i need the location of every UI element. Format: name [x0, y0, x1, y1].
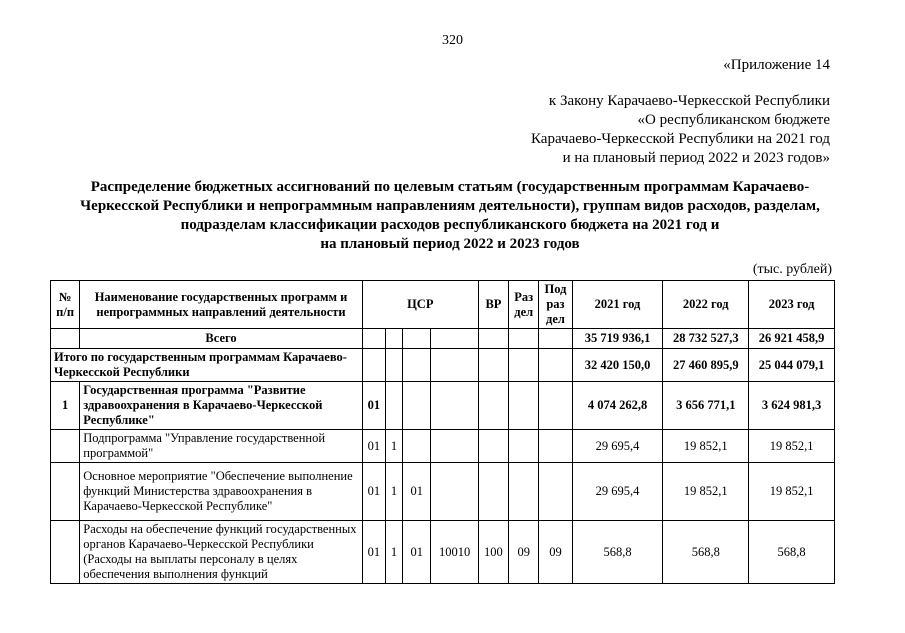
cell-name: Основное мероприятие "Обеспечение выполнение функций Министерства здравоохранения в Карачаево-Черкесской Республике" [80, 463, 363, 521]
cell-csr3 [403, 382, 431, 430]
cell-csr3: 01 [403, 521, 431, 584]
cell-2023: 568,8 [749, 521, 835, 584]
cell-vr [478, 349, 508, 382]
cell-razdel: 09 [509, 521, 539, 584]
cell-2022: 27 460 895,9 [663, 349, 749, 382]
cell-csr3 [403, 430, 431, 463]
title-line: Черкесской Республики и непрограммным направлениям деятельности), группам видов расходов, разделам, [80, 198, 820, 214]
cell-2023: 3 624 981,3 [749, 382, 835, 430]
cell-num [51, 430, 80, 463]
cell-csr4 [431, 430, 478, 463]
cell-2021: 32 420 150,0 [572, 349, 663, 382]
header-podrazdel: Под раз дел [539, 281, 572, 329]
cell-csr4: 10010 [431, 521, 478, 584]
cell-2022: 3 656 771,1 [663, 382, 749, 430]
cell-razdel [509, 382, 539, 430]
cell-2023: 26 921 458,9 [749, 329, 835, 349]
cell-razdel [509, 349, 539, 382]
title-line: подразделам классификации расходов республиканского бюджета на 2021 год и [180, 217, 720, 233]
header-num: № п/п [51, 281, 80, 329]
cell-razdel [509, 430, 539, 463]
law-line: и на плановый период 2022 и 2023 годов» [562, 150, 830, 166]
header-razdel: Раз дел [509, 281, 539, 329]
cell-csr1: 01 [362, 430, 385, 463]
table-row-subprogram [51, 430, 835, 463]
header-vr: ВР [478, 281, 508, 329]
cell-csr2 [385, 349, 402, 382]
document-title [50, 178, 850, 254]
cell-csr3 [403, 329, 431, 349]
cell-2022: 568,8 [663, 521, 749, 584]
table-row-expense [51, 521, 835, 584]
cell-vr [478, 430, 508, 463]
cell-vr [478, 382, 508, 430]
title-line: на плановый период 2022 и 2023 годов [320, 236, 580, 252]
cell-podrazdel [539, 349, 572, 382]
cell-podrazdel [539, 463, 572, 521]
units-label: (тыс. рублей) [752, 262, 832, 277]
cell-2023: 19 852,1 [749, 463, 835, 521]
cell-name: Всего [80, 329, 363, 349]
cell-num [51, 521, 80, 584]
table-row-program [51, 382, 835, 430]
law-line: Карачаево-Черкесской Республики на 2021 год [531, 131, 830, 147]
header-2022: 2022 год [663, 281, 749, 329]
cell-csr2: 1 [385, 521, 402, 584]
cell-2021: 29 695,4 [572, 430, 663, 463]
cell-csr1 [362, 349, 385, 382]
cell-podrazdel [539, 382, 572, 430]
cell-name: Расходы на обеспечение функций государственных органов Карачаево-Черкесской Республики (Расходы на выплаты персоналу в целях обеспечения выполнения функций [80, 521, 363, 584]
cell-vr: 100 [478, 521, 508, 584]
cell-csr4 [431, 382, 478, 430]
cell-num: 1 [51, 382, 80, 430]
header-2023: 2023 год [749, 281, 835, 329]
cell-csr4 [431, 463, 478, 521]
cell-2021: 35 719 936,1 [572, 329, 663, 349]
cell-razdel [509, 463, 539, 521]
cell-vr [478, 329, 508, 349]
cell-name: Итого по государственным программам Карачаево-Черкесской Республики [51, 349, 363, 382]
cell-name: Государственная программа "Развитие здравоохранения в Карачаево-Черкесской Республике" [80, 382, 363, 430]
law-reference [531, 92, 830, 168]
cell-podrazdel [539, 329, 572, 349]
cell-csr1: 01 [362, 521, 385, 584]
cell-csr2 [385, 329, 402, 349]
cell-podrazdel [539, 430, 572, 463]
cell-csr1: 01 [362, 463, 385, 521]
cell-vr [478, 463, 508, 521]
cell-csr2: 1 [385, 463, 402, 521]
cell-csr2 [385, 382, 402, 430]
cell-2021: 568,8 [572, 521, 663, 584]
law-line: к Закону Карачаево-Черкесской Республики [548, 93, 830, 109]
cell-2022: 28 732 527,3 [663, 329, 749, 349]
cell-csr2: 1 [385, 430, 402, 463]
cell-name: Подпрограмма "Управление государственной программой" [80, 430, 363, 463]
header-row [51, 281, 835, 329]
cell-2021: 4 074 262,8 [572, 382, 663, 430]
cell-csr4 [431, 329, 478, 349]
cell-2021: 29 695,4 [572, 463, 663, 521]
header-2021: 2021 год [572, 281, 663, 329]
cell-csr1 [362, 329, 385, 349]
table-row-main-activity [51, 463, 835, 521]
cell-2023: 25 044 079,1 [749, 349, 835, 382]
law-line: «О республиканском бюджете [637, 112, 830, 128]
cell-2022: 19 852,1 [663, 463, 749, 521]
annex-label: «Приложение 14 [723, 57, 830, 73]
cell-podrazdel: 09 [539, 521, 572, 584]
title-line: Распределение бюджетных ассигнований по целевым статьям (государственным программам Карачаево- [90, 179, 810, 195]
table-row-programs-total [51, 349, 835, 382]
cell-num [51, 463, 80, 521]
table-row-total [51, 329, 835, 349]
budget-table [50, 280, 835, 584]
cell-num [51, 329, 80, 349]
cell-csr3: 01 [403, 463, 431, 521]
header-csr: ЦСР [362, 281, 478, 329]
cell-csr4 [431, 349, 478, 382]
header-name: Наименование государственных программ и непрограммных направлений деятельности [80, 281, 363, 329]
page-number: 320 [442, 33, 463, 48]
cell-csr3 [403, 349, 431, 382]
cell-2022: 19 852,1 [663, 430, 749, 463]
cell-2023: 19 852,1 [749, 430, 835, 463]
cell-csr1: 01 [362, 382, 385, 430]
cell-razdel [509, 329, 539, 349]
